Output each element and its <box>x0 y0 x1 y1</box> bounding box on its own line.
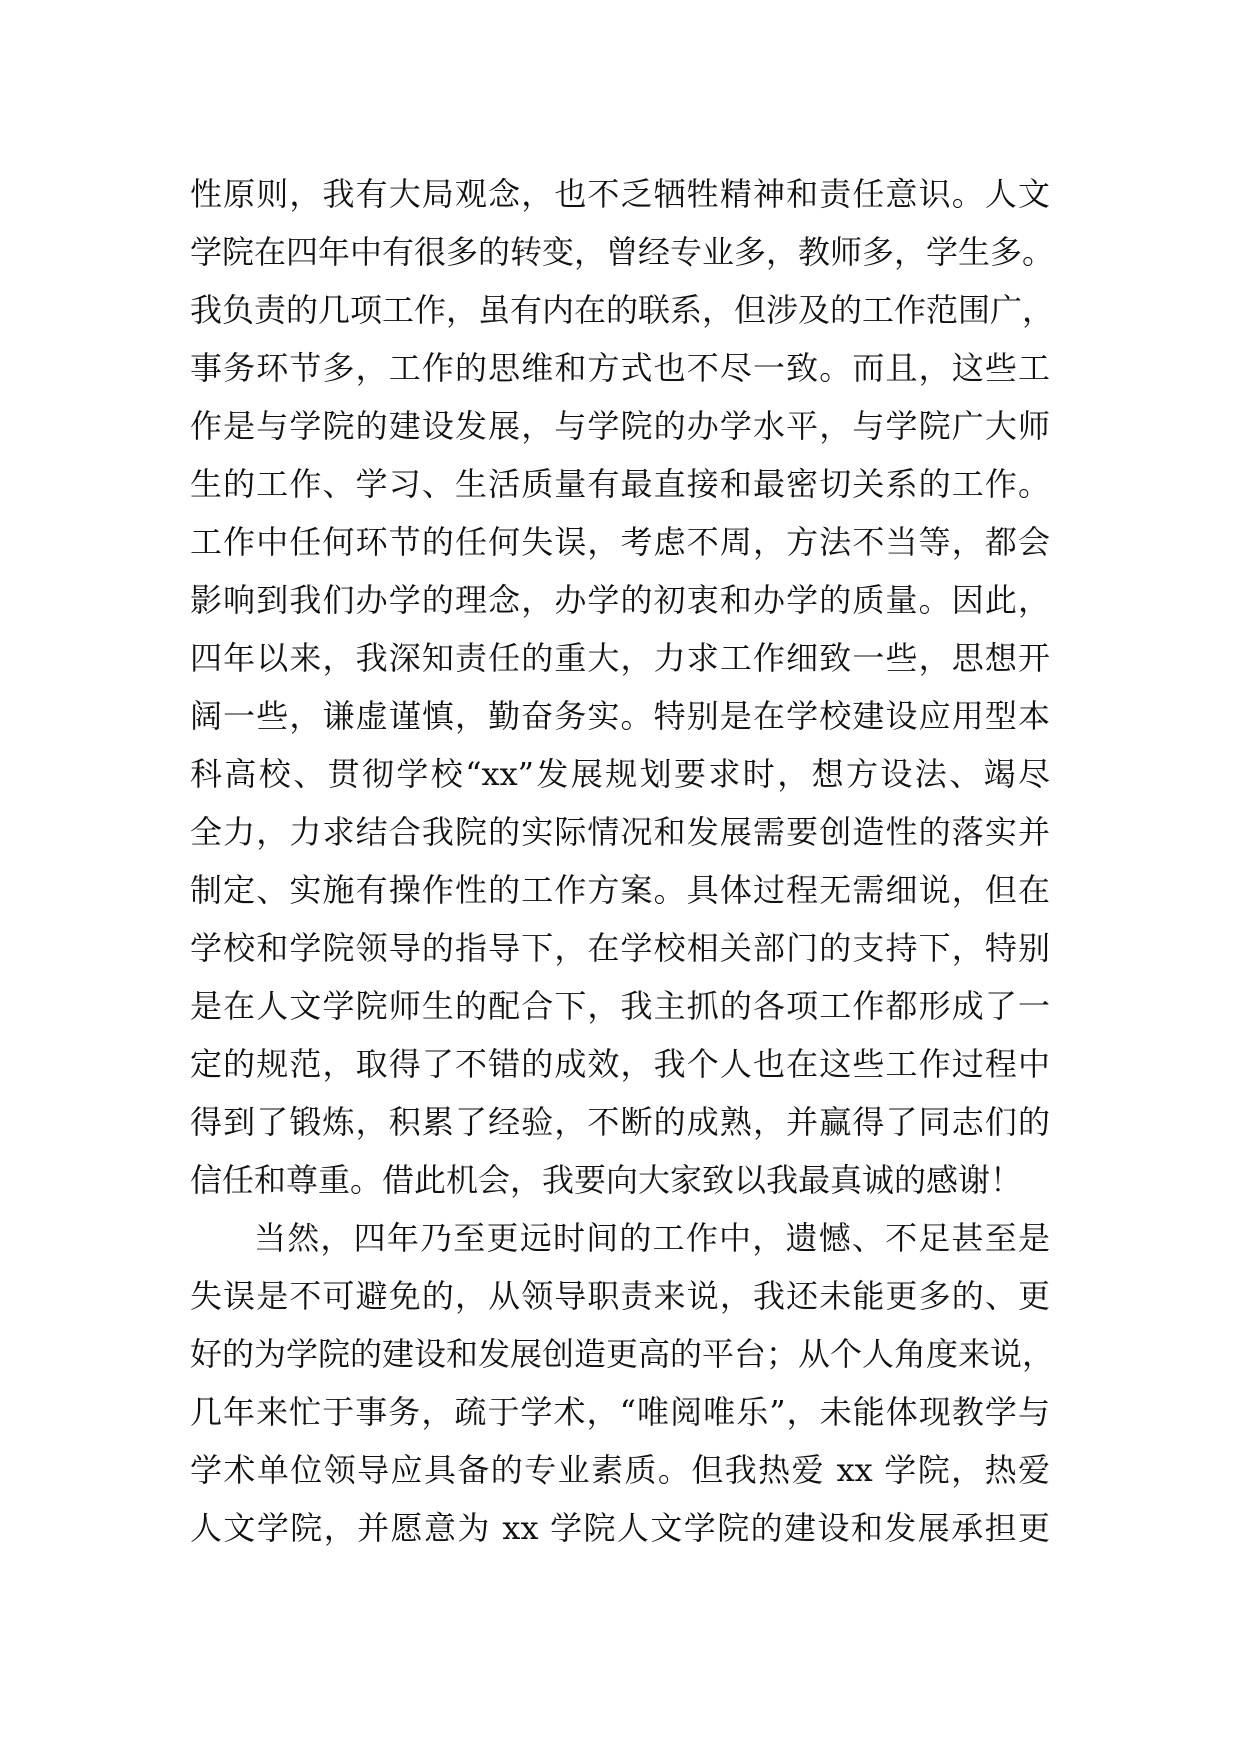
text-line-24: 人文学院，并愿意为 xx 学院人文学院的建设和发展承担更 <box>190 1509 1050 1547</box>
body-text <box>190 165 1055 1557</box>
text-line-18: 信任和尊重。借此机会，我要向大家致以我最真诚的感谢！ <box>190 1161 1023 1199</box>
text-line-22: 几年来忙于事务，疏于学术，“唯阅唯乐”，未能体现教学与 <box>190 1393 1050 1431</box>
text-line-7: 工作中任何环节的任何失误，考虑不周，方法不当等，都会 <box>190 523 1050 561</box>
text-line-4: 事务环节多，工作的思维和方式也不尽一致。而且，这些工 <box>190 349 1050 387</box>
text-line-19-paragraph-start: 当然，四年乃至更远时间的工作中，遗憾、不足甚至是 <box>254 1219 1050 1257</box>
text-line-10: 阔一些，谦虚谨慎，勤奋务实。特别是在学校建设应用型本 <box>190 697 1050 735</box>
text-line-6: 生的工作、学习、生活质量有最直接和最密切关系的工作。 <box>190 465 1050 503</box>
text-line-21: 好的为学院的建设和发展创造更高的平台；从个人角度来说， <box>190 1335 1055 1373</box>
text-line-12: 全力，力求结合我院的实际情况和发展需要创造性的落实并 <box>190 813 1050 851</box>
text-line-2: 学院在四年中有很多的转变，曾经专业多，教师多，学生多。 <box>190 233 1055 271</box>
text-line-14: 学校和学院领导的指导下，在学校相关部门的支持下，特别 <box>190 929 1050 967</box>
text-line-13: 制定、实施有操作性的工作方案。具体过程无需细说，但在 <box>190 871 1050 909</box>
text-line-8: 影响到我们办学的理念，办学的初衷和办学的质量。因此， <box>190 581 1050 619</box>
text-line-1: 性原则，我有大局观念，也不乏牺牲精神和责任意识。人文 <box>190 175 1050 213</box>
text-line-17: 得到了锻炼，积累了经验，不断的成熟，并赢得了同志们的 <box>190 1103 1050 1141</box>
text-line-9: 四年以来，我深知责任的重大，力求工作细致一些，思想开 <box>190 639 1050 677</box>
text-line-5: 作是与学院的建设发展，与学院的办学水平，与学院广大师 <box>190 407 1050 445</box>
text-line-3: 我负责的几项工作，虽有内在的联系，但涉及的工作范围广， <box>190 291 1055 329</box>
text-line-20: 失误是不可避免的，从领导职责来说，我还未能更多的、更 <box>190 1277 1050 1315</box>
text-line-15: 是在人文学院师生的配合下，我主抓的各项工作都形成了一 <box>190 987 1050 1025</box>
text-line-11: 科高校、贯彻学校“xx”发展规划要求时，想方设法、竭尽 <box>190 755 1050 793</box>
text-line-23: 学术单位领导应具备的专业素质。但我热爱 xx 学院，热爱 <box>190 1451 1050 1489</box>
text-line-16: 定的规范，取得了不错的成效，我个人也在这些工作过程中 <box>190 1045 1050 1083</box>
